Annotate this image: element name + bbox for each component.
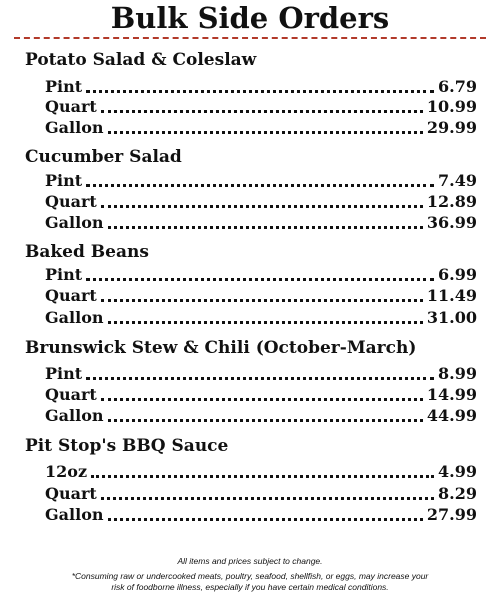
section-title: Baked Beans	[25, 242, 149, 262]
size-label: Gallon	[45, 505, 104, 524]
price-change-note: All items and prices subject to change.	[177, 556, 323, 566]
price-row	[45, 265, 477, 285]
size-label: Quart	[45, 484, 97, 503]
price: 11.49	[426, 286, 477, 305]
price: 6.99	[438, 265, 477, 284]
dot-leader	[86, 371, 434, 380]
size-label: Gallon	[45, 406, 104, 425]
dot-leader	[108, 315, 423, 324]
price-row	[45, 406, 477, 426]
section-title: Pit Stop's BBQ Sauce	[25, 436, 229, 456]
price: 6.79	[438, 77, 477, 96]
price: 8.29	[438, 484, 477, 503]
dot-leader	[101, 293, 423, 302]
price: 7.49	[438, 171, 477, 190]
size-label: Pint	[45, 171, 83, 190]
title-divider	[14, 37, 486, 39]
dot-leader	[101, 104, 423, 113]
price: 27.99	[426, 505, 477, 524]
consumer-warning-line-1: *Consuming raw or undercooked meats, poultry, seafood, shellfish, or eggs, may increase your	[71, 571, 429, 581]
price-row	[45, 484, 477, 504]
size-label: Quart	[45, 286, 97, 305]
dot-leader	[86, 272, 434, 281]
dot-leader	[86, 84, 434, 93]
price-row	[45, 385, 477, 405]
price-row	[45, 462, 477, 482]
dot-leader	[101, 392, 423, 401]
size-label: Pint	[45, 364, 83, 383]
price-row	[45, 213, 477, 233]
page-title: Bulk Side Orders	[110, 1, 390, 35]
price: 12.89	[426, 192, 477, 211]
size-label: Gallon	[45, 118, 104, 137]
section-title: Potato Salad & Coleslaw	[25, 50, 257, 70]
size-label: Quart	[45, 385, 97, 404]
price: 44.99	[426, 406, 477, 425]
section-title: Cucumber Salad	[25, 147, 182, 167]
size-label: Pint	[45, 77, 83, 96]
dot-leader	[108, 512, 423, 521]
price-row	[45, 118, 477, 138]
price-row	[45, 171, 477, 191]
size-label: Gallon	[45, 213, 104, 232]
price-row	[45, 97, 477, 117]
price: 14.99	[426, 385, 477, 404]
price-row	[45, 364, 477, 384]
size-label: Quart	[45, 97, 97, 116]
price: 29.99	[426, 118, 477, 137]
dot-leader	[91, 469, 434, 478]
price-row	[45, 192, 477, 212]
dot-leader	[101, 199, 423, 208]
section-title: Brunswick Stew & Chili (October-March)	[25, 338, 417, 358]
dot-leader	[86, 178, 434, 187]
consumer-warning-line-2: risk of foodborne illness, especially if you have certain medical conditions.	[111, 582, 389, 592]
dot-leader	[108, 125, 423, 134]
size-label: Pint	[45, 265, 83, 284]
dot-leader	[101, 491, 434, 500]
price: 31.00	[426, 308, 477, 327]
dot-leader	[108, 413, 423, 422]
size-label: Quart	[45, 192, 97, 211]
size-label: Gallon	[45, 308, 104, 327]
price-row	[45, 77, 477, 97]
dot-leader	[108, 220, 423, 229]
price: 4.99	[438, 462, 477, 481]
price: 8.99	[438, 364, 477, 383]
price: 10.99	[426, 97, 477, 116]
price: 36.99	[426, 213, 477, 232]
price-row	[45, 286, 477, 306]
price-row	[45, 308, 477, 328]
size-label: 12oz	[45, 462, 88, 481]
price-row	[45, 505, 477, 525]
